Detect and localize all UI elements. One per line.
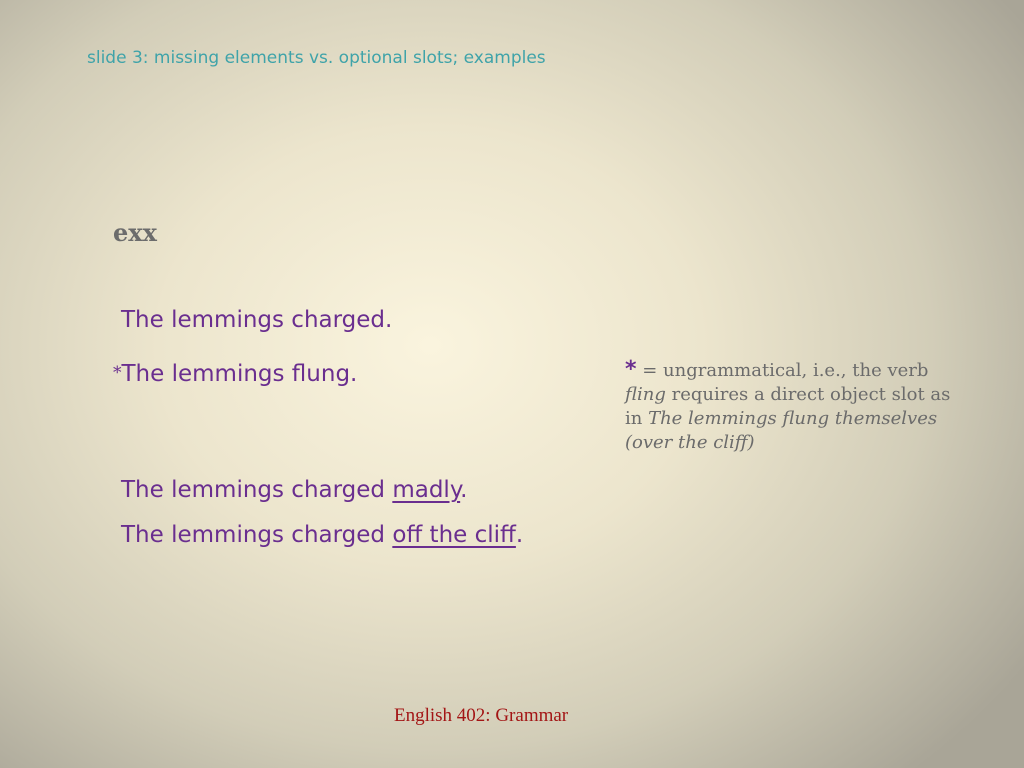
note-italic-verb: fling [625,384,666,405]
example-sentence-3 [121,477,467,503]
examples-heading: exx [113,218,157,247]
example-prefix: The lemmings charged [121,477,393,503]
course-footer: English 402: Grammar [394,705,569,726]
slide-title: slide 3: missing elements vs. optional slots; examples [87,48,546,68]
example-text: The lemmings charged. [121,307,393,333]
example-suffix: . [515,522,524,548]
note-star: * [625,357,637,382]
note-text-2: requires a direct object slot as in [625,384,951,429]
ungrammatical-note [625,358,955,455]
example-prefix: The lemmings charged [121,522,393,548]
underlined-adverbial: off the cliff [392,522,516,548]
ungrammatical-marker: * [113,363,122,383]
example-text: The lemmings flung. [121,361,358,387]
underlined-adverbial: madly [392,477,461,503]
note-text-1: = ungrammatical, i.e., the verb [636,360,929,381]
note-italic-example: The lemmings flung themselves (over the cliff) [625,408,938,453]
example-suffix: . [460,477,468,503]
example-sentence-4 [121,522,523,548]
example-sentence-2 [113,361,357,387]
example-sentence-1 [121,307,392,333]
